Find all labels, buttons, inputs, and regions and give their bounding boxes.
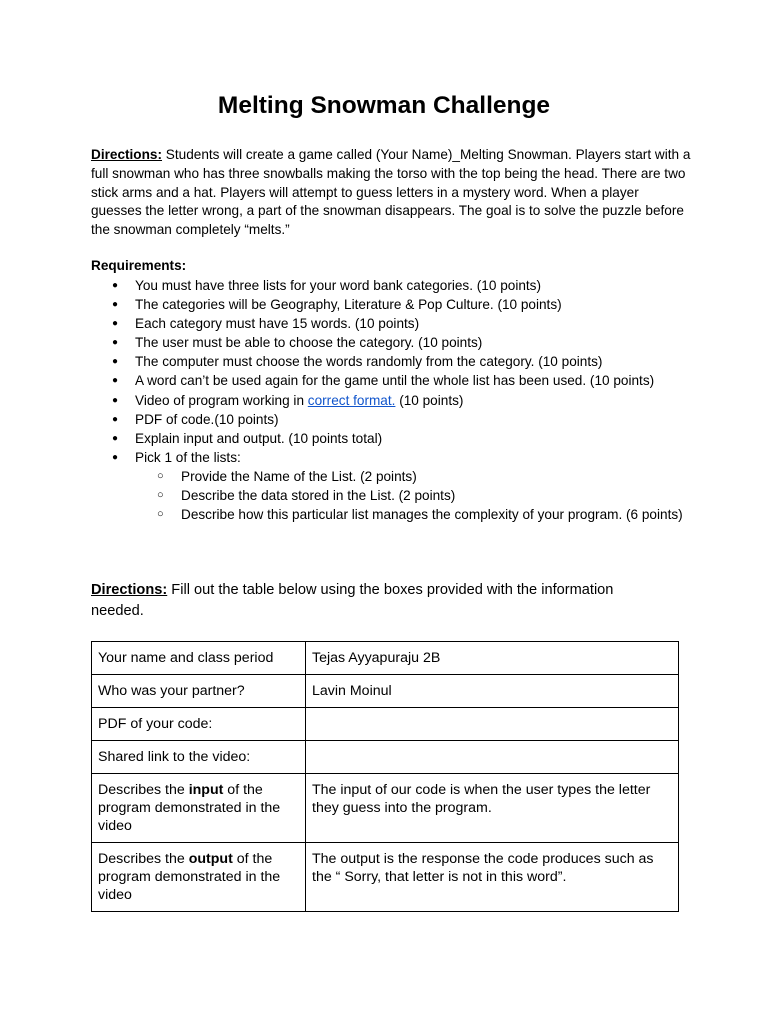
requirement-item: ● You must have three lists for your word bank categories. (10 points) <box>91 276 691 295</box>
table-row <box>92 708 679 741</box>
table-label-cell: PDF of your code: <box>92 708 306 741</box>
info-table <box>91 641 679 912</box>
table-value-cell[interactable] <box>306 708 679 741</box>
requirements-heading: Requirements: <box>91 258 187 273</box>
table-directions-paragraph <box>91 580 651 621</box>
directions-label: Directions: <box>91 147 163 162</box>
table-directions-text: Fill out the table below using the boxes provided with the information needed. <box>91 582 614 619</box>
table-label-cell: Your name and class period <box>92 642 306 675</box>
table-row <box>92 843 679 912</box>
requirement-subitem: ○ Describe the data stored in the List. (2 points) <box>135 486 691 505</box>
output-label-post: of the program demonstrated in the video <box>98 851 281 903</box>
requirement-item: ● Each category must have 15 words. (10 points) <box>91 314 691 333</box>
requirement-item: ● PDF of code.(10 points) <box>91 410 691 429</box>
output-label-bold: output <box>188 851 233 867</box>
requirement-sublist <box>135 467 691 524</box>
page-title: Melting Snowman Challenge <box>217 92 551 119</box>
requirement-item: ● The categories will be Geography, Literature & Pop Culture. (10 points) <box>91 295 691 314</box>
pick-list-text: Pick 1 of the lists: <box>135 449 241 465</box>
table-value-cell[interactable] <box>306 741 679 774</box>
correct-format-link[interactable]: correct format. <box>307 392 396 408</box>
requirement-item-pick-list <box>91 448 691 524</box>
table-row <box>92 774 679 843</box>
table-row <box>92 675 679 708</box>
requirement-item: ● Explain input and output. (10 points total) <box>91 429 691 448</box>
table-label-cell <box>92 843 306 912</box>
output-label-pre: Describes the <box>98 851 189 867</box>
requirement-item: ● A word can’t be used again for the game until the whole list has been used. (10 points) <box>91 371 691 390</box>
requirement-item: ● The computer must choose the words randomly from the category. (10 points) <box>91 352 691 371</box>
requirement-item: ● The user must be able to choose the category. (10 points) <box>91 333 691 352</box>
requirement-subitem: ○ Provide the Name of the List. (2 points) <box>135 467 691 486</box>
requirements-list <box>91 276 691 524</box>
table-value-cell[interactable]: The output is the response the code produces such as the “ Sorry, that letter is not in this word”. <box>306 843 679 912</box>
table-label-cell: Shared link to the video: <box>92 741 306 774</box>
table-label-cell: Who was your partner? <box>92 675 306 708</box>
directions-text: Students will create a game called (Your Name)_Melting Snowman. Players start with a full snowman who has three snowballs making the torso with the top being the head. There are two stick arms and a hat. Players will attempt to guess letters in a mystery word. When a player guesses the letter wrong, a part of the snowman disappears. The goal is to solve the puzzle before the snowman completely “melts.” <box>91 147 691 238</box>
table-label-cell <box>92 774 306 843</box>
table-value-cell[interactable]: Lavin Moinul <box>306 675 679 708</box>
table-value-cell[interactable]: The input of our code is when the user types the letter they guess into the program. <box>306 774 679 843</box>
table-row <box>92 741 679 774</box>
directions-paragraph <box>91 146 691 240</box>
requirement-item-video <box>91 391 691 410</box>
video-item-suffix: (10 points) <box>395 392 464 408</box>
input-label-bold: input <box>188 782 224 798</box>
table-row <box>92 642 679 675</box>
requirement-subitem: ○ Describe how this particular list manages the complexity of your program. (6 points) <box>135 505 691 524</box>
input-label-pre: Describes the <box>98 782 189 798</box>
table-directions-label: Directions: <box>91 582 168 598</box>
table-value-cell[interactable]: Tejas Ayyapuraju 2B <box>306 642 679 675</box>
video-item-prefix: Video of program working in <box>135 392 308 408</box>
input-label-post: of the program demonstrated in the video <box>98 782 281 834</box>
